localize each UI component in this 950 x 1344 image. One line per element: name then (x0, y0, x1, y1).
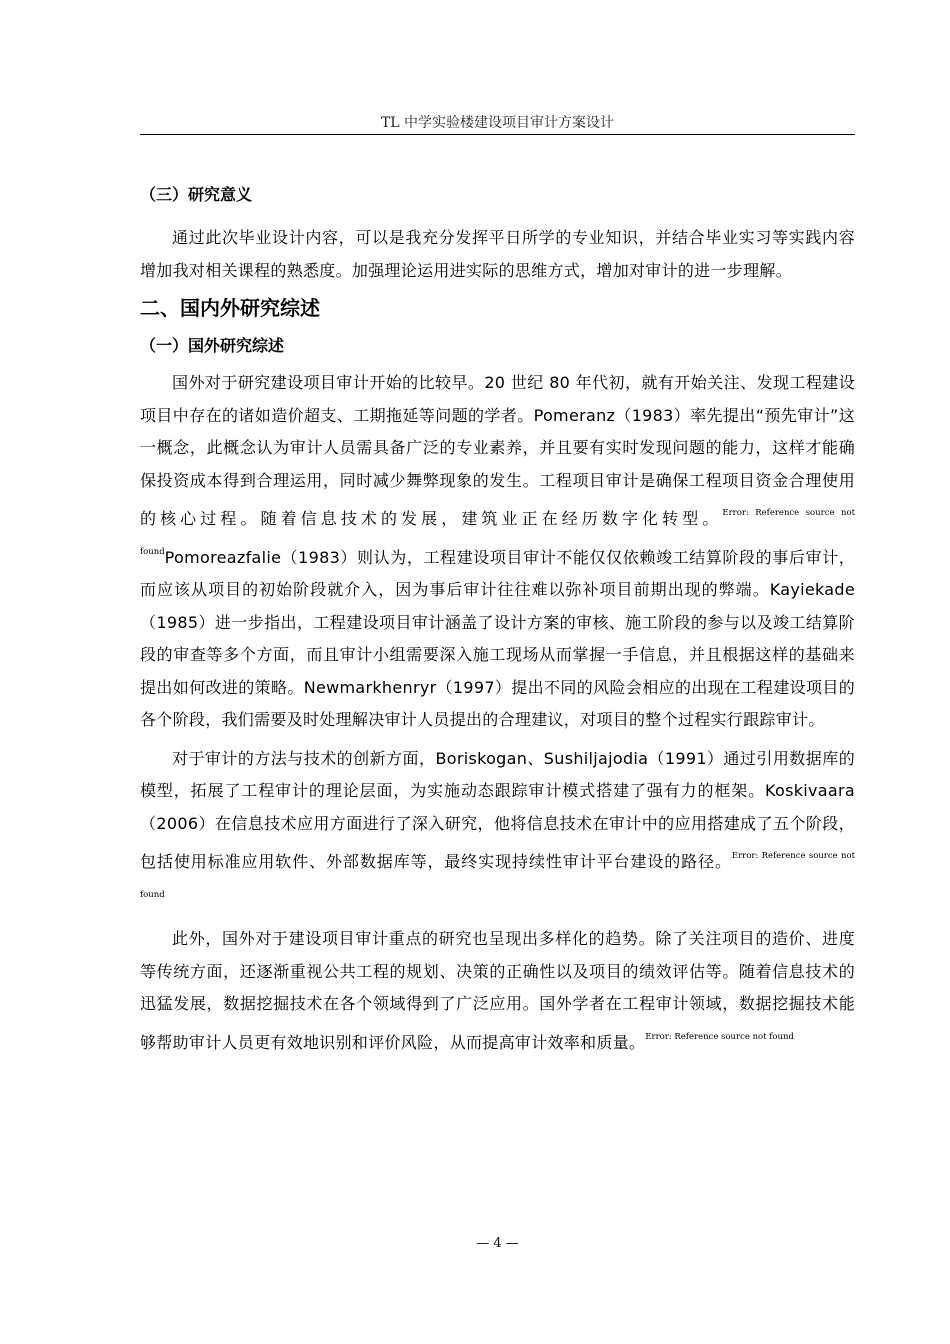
section-3-title: （三）研究意义 (140, 185, 253, 204)
section-3-paragraph: 通过此次毕业设计内容，可以是我充分发挥平日所学的专业知识，并结合毕业实习等实践内容增加我对相关课程的熟悉度。加强理论运用进实际的思维方式，增加对审计的进一步理解。 (140, 228, 855, 280)
reference-error-3: Error: Reference source not found (645, 1031, 794, 1042)
paragraph-3-text: 此外，国外对于建设项目审计重点的研究也呈现出多样化的趋势。除了关注项目的造价、进度等传统方面，还逐渐重视公共工程的规划、决策的正确性以及项目的绩效评估等。随着信息技术的迅猛发展，数据挖掘技术在各个领域得到了广泛应用。国外学者在工程审计领域，数据挖掘技术能够帮助审计人员更有效地识别和评价风险，从而提高审计效率和质量。 (140, 929, 855, 1052)
section-1-title: （一）国外研究综述 (140, 336, 285, 355)
paragraph-1-text-b: Pomoreazfalie（1983）则认为，工程建设项目审计不能仅仅依赖竣工结算阶段的事后审计，而应该从项目的初始阶段就介入，因为事后审计往往难以弥补项目前期出现的弊端。Kayiekade（1985）进一步指出，工程建设项目审计涵盖了设计方案的审核、施工阶段的参与以及竣工结算阶段的审查等多个方面，而且审计小组需要深入施工现场从而掌握一手信息，并且根据这样的基础来提出如何改进的策略。Newmarkhenryr（1997）提出不同的风险会相应的出现在工程建设项目的各个阶段，我们需要及时处理解决审计人员提出的合理建议，对项目的整个过程实行跟踪审计。 (140, 547, 855, 729)
page-header: TL 中学实验楼建设项目审计方案设计 (140, 112, 855, 135)
reference-error-1: Error: Reference source not found (140, 508, 855, 557)
paragraph-1-text-a: 国外对于研究建设项目审计开始的比较早。20 世纪 80 年代初，就有开始关注、发现工程建设项目中存在的诸如造价超支、工期拖延等问题的学者。Pomeranz（1983）率先提出“预先审计”这一概念，此概念认为审计人员需具备广泛的专业素养，并且要有实时发现问题的能力，这样才能确保投资成本得到合理运用，同时减少舞弊现象的发生。工程项目审计是确保工程项目资金合理使用的核心过程。随着信息技术的发展，建筑业正在经历数字化转型。 (140, 373, 855, 528)
reference-error-2: Error: Reference source not found (140, 851, 855, 900)
chapter-2-title: 二、国内外研究综述 (140, 296, 320, 320)
paragraph-1 (140, 367, 855, 737)
paragraph-2-text: 对于审计的方法与技术的创新方面，Boriskogan、Sushiljajodia（1991）通过引用数据库的模型，拓展了工程审计的理论层面，为实施动态跟踪审计模式搭建了强有力的框架。Koskivaara（2006）在信息技术应用方面进行了深入研究，他将信息技术在审计中的应用搭建成了五个阶段，包括使用标准应用软件、外部数据库等，最终实现持续性审计平台建设的路径。 (140, 748, 855, 871)
paragraph-2 (140, 743, 855, 918)
page-number: — 4 — (476, 1236, 519, 1251)
paragraph-3 (140, 923, 855, 1059)
page-body (140, 178, 855, 1059)
